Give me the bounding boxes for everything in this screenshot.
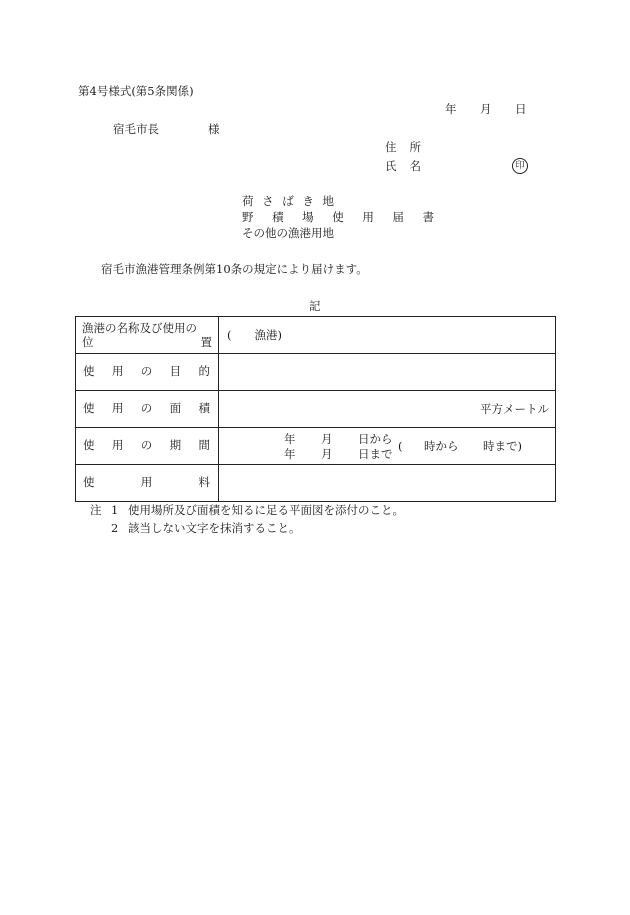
title-line-2: 野 積 場 使 用 届 書 (242, 210, 434, 224)
date-month: 月 (480, 102, 492, 116)
date-day: 日 (515, 102, 527, 116)
seal-mark: 印 (512, 158, 528, 174)
label-area: 使 用 の 面 積 (76, 391, 219, 428)
date-year: 年 (445, 102, 457, 116)
address-label: 住 所 (385, 140, 421, 154)
table-row (76, 317, 556, 354)
notes-prefix: 注 (90, 503, 102, 517)
title-line-3: その他の漁港用地 (242, 226, 334, 240)
note-2-text: 該当しない文字を抹消すること。 (128, 521, 301, 535)
table-row (76, 391, 556, 428)
label-period: 使 用 の 期 間 (76, 428, 219, 465)
table-row (76, 465, 556, 502)
value-fee[interactable] (219, 465, 556, 502)
title-line-1: 荷 さ ば き 地 (242, 194, 334, 208)
addressee-title: 宿毛市長 (113, 122, 159, 136)
note-1-number: 1 (111, 503, 119, 517)
notification-table (75, 316, 556, 502)
ki-heading: 記 (309, 299, 321, 313)
addressee-honorific: 様 (208, 122, 220, 136)
value-purpose[interactable] (219, 354, 556, 391)
table-row (76, 428, 556, 465)
value-location[interactable]: ( 漁港) (219, 317, 556, 354)
note-2-number: 2 (111, 521, 119, 535)
form-number: 第4号様式(第5条関係) (78, 84, 194, 98)
name-label: 氏 名 (385, 159, 421, 173)
label-purpose: 使 用 の 目 的 (76, 354, 219, 391)
table-row (76, 354, 556, 391)
label-fee: 使 用 料 (76, 465, 219, 502)
value-period[interactable]: 年 月 日から 年 月 日まで ( 時から 時まで) (219, 428, 556, 465)
area-unit: 平方メートル (480, 402, 549, 416)
label-location: 漁港の名称及び使用の 位 置 (76, 317, 219, 354)
value-area[interactable] (219, 391, 556, 428)
note-1-text: 使用場所及び面積を知るに足る平面図を添付のこと。 (128, 503, 404, 517)
preamble-text: 宿毛市漁港管理条例第10条の規定により届けます。 (101, 262, 368, 276)
